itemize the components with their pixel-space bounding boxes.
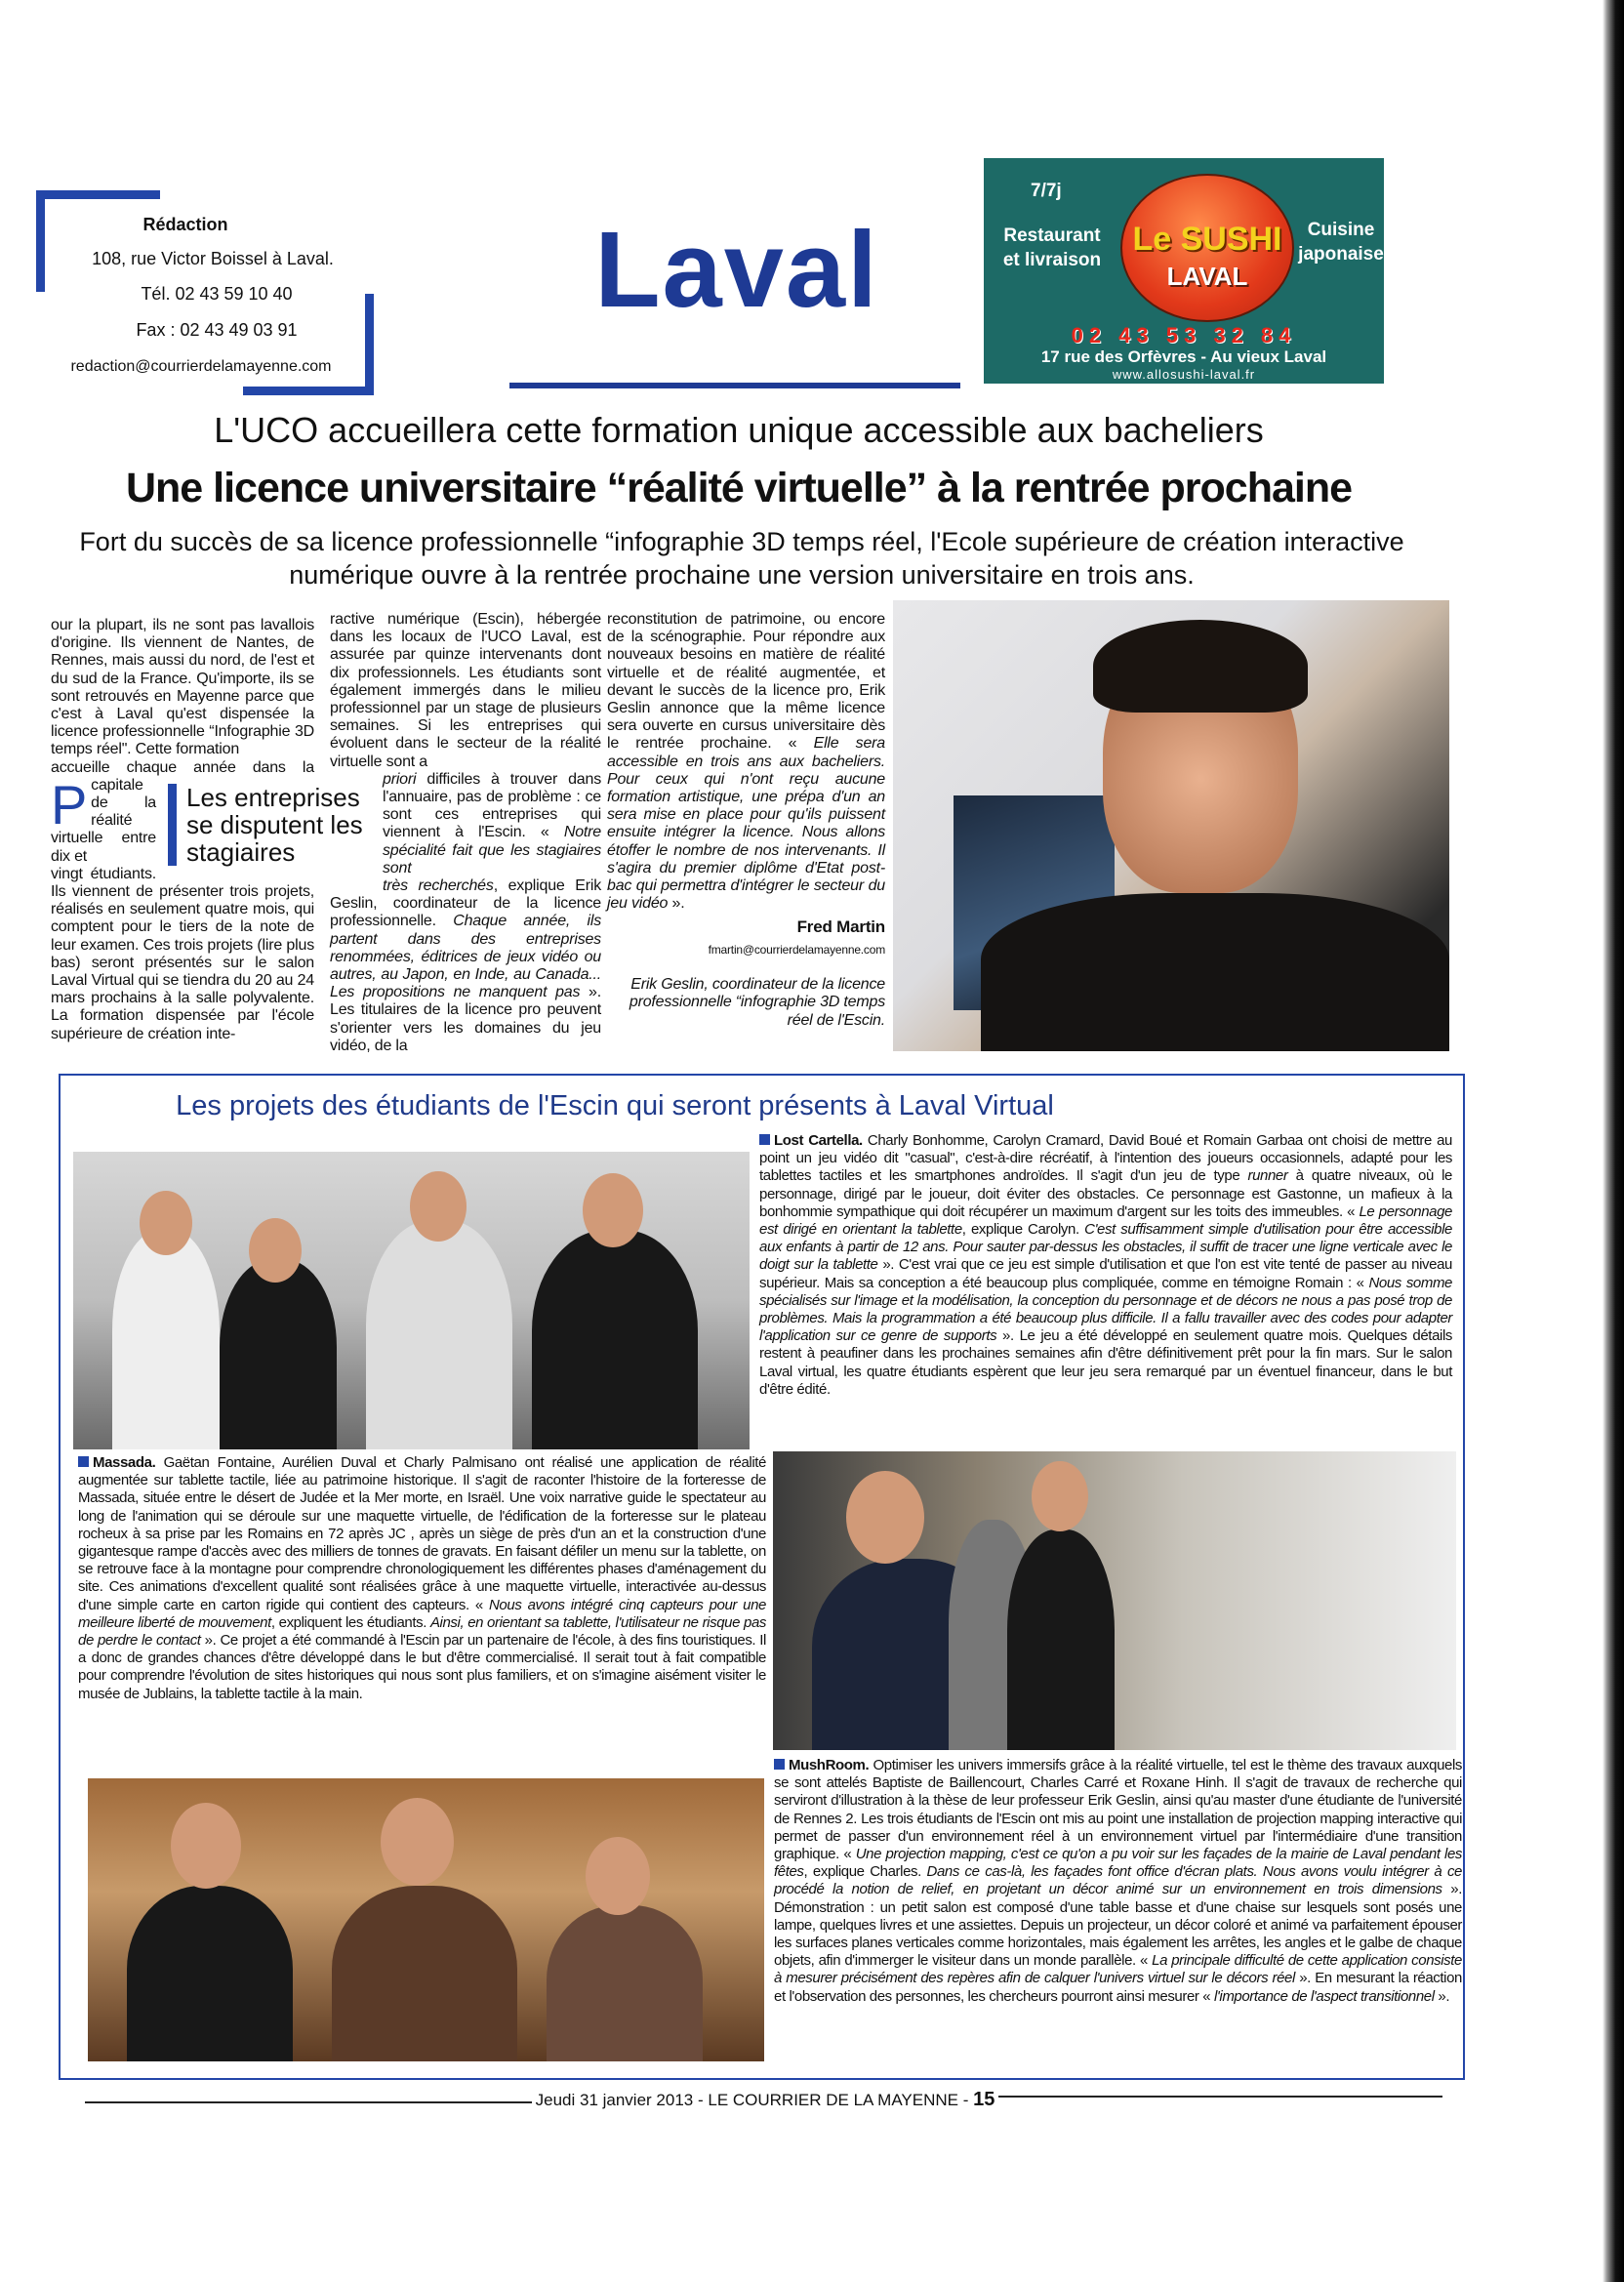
text-run: ». Les titulaires de la licence pro peuvent s'orienter vers les domaines du jeu vidéo, de la <box>330 984 601 1054</box>
project-lost-cartella <box>759 1132 1452 1399</box>
ad-website: www.allosushi-laval.fr <box>1112 367 1256 382</box>
projects-title: Les projets des étudiants de l'Escin qui seront présents à Laval Virtual <box>176 1090 1054 1121</box>
footer-rule-right <box>998 2096 1442 2098</box>
text-run: reconstitution de patrimoine, ou encore de la scénographie. Pour répondre aux nouveaux besoins en matière de réalité virtuelle et de réalité augmentée, et devant le succès de la licence pro, Erik Geslin annonce que la même licence sera ouverte en cursus universitaire dès le rentrée prochaine. « <box>607 611 885 753</box>
project-text <box>774 1757 1462 2005</box>
text-run: ». Le jeu a été développé en seulement quatre mois. Quelques détails restent à peaufiner dans les prochaines semaines afin d'être définitivement prêt pour la fin mars. Sur le salon Laval virtual, les quatre étudiants espèrent que leur jeu sera remarqué par un éventuel financeur, dans le but d'être édité. <box>759 1327 1452 1398</box>
project-mushroom <box>774 1757 1462 2006</box>
text-run: Une projection mapping, c'est ce qu'on a pu voir sur les façades de la mairie de Laval pendant les fêtes <box>774 1846 1462 1881</box>
sushi-advertisement <box>984 158 1384 384</box>
person <box>127 1886 293 2061</box>
article-kicker: L'UCO accueillera cette formation unique accessible aux bacheliers <box>214 410 1264 450</box>
page-number: 15 <box>973 2089 995 2110</box>
section-title: Laval <box>594 210 879 330</box>
footer-date: Jeudi 31 janvier 2013 <box>535 2091 694 2109</box>
text-run: ». En mesurant la réaction et l'observation des personnes, les chercheurs pourront ainsi mesurer « <box>774 1970 1462 2005</box>
text-run: très recherchés <box>383 877 494 895</box>
article-headline: Une licence universitaire “réalité virtuelle” à la rentrée prochaine <box>125 465 1352 511</box>
project-name: MushRoom. <box>789 1757 870 1773</box>
text-run: Nous avons intégré cinq capteurs pour une meilleure liberté de mouvement <box>78 1596 766 1631</box>
redaction-title: Rédaction <box>142 215 228 234</box>
text-run: Ainsi, en orientant sa tablette, l'utilisateur ne risque pas de perdre le contact <box>78 1613 766 1650</box>
project-text <box>759 1132 1452 1398</box>
article-column-2 <box>330 611 601 1055</box>
redaction-email: redaction@courrierdelamayenne.com <box>70 358 332 375</box>
section-title-rule <box>509 383 960 388</box>
project-name: Lost Cartella. <box>774 1132 863 1149</box>
text-run: Nous somme spécialisés sur l'image et la modélisation, la conception du personnage et de décors ne nous a pas posé trop de problèmes. Mais la programmation a été beaucoup plus difficile. Il a fallu travailler avec des codes pour adapter l'application sur ce genre de supports <box>759 1274 1452 1345</box>
text-run: La principale difficulté de cette application consiste à mesurer précisément des repères afin de calquer l'univers virtuel sur le décors réel <box>774 1952 1462 1987</box>
bullet-square <box>774 1759 785 1770</box>
person <box>547 1905 703 2061</box>
text-run: , explique Erik Geslin, coordinateur de la licence professionnelle. <box>330 877 601 930</box>
ad-logo-line2: LAVAL <box>1166 262 1248 291</box>
ad-phone: 02 43 53 32 84 <box>1071 323 1297 347</box>
corner-bracket <box>243 294 374 395</box>
pull-quote-spacer <box>330 777 383 878</box>
article-column-3 <box>607 611 885 1030</box>
text-run: accueille chaque année dans la capitale de la réalité virtuelle entre dix et <box>51 758 314 865</box>
footer-rule-left <box>85 2101 532 2103</box>
ad-address: 17 rue des Orfèvres - Au vieux Laval <box>1040 347 1327 366</box>
head <box>846 1471 924 1564</box>
head <box>171 1803 241 1889</box>
author-byline: Fred Martin <box>796 917 885 937</box>
photo-erik-geslin <box>893 600 1449 1051</box>
text-run: Optimiser les univers immersifs grâce à la réalité virtuelle, tel est le thème des travaux auxquels se sont attelés Baptiste de Baillencourt, Charles Carré et Roxane Hinh. Il s'agit de travaux de recherche qui serviront d'illustration à la thèse de leur professeur Erik Geslin, ainsi qu'au master d'une étudiante de l'université de Rennes 2. Les trois étudiants de l'Escin ont mis au point une installation de projection mapping interactive qui permet de passer d'un environnement réel à un environnement virtuel par l'intermédiaire d'une transition graphique. « <box>774 1757 1462 1863</box>
photo-caption: Erik Geslin, coordinateur de la licence professionnelle “infographie 3D temps réel de l'Escin. <box>629 975 885 1029</box>
text-run: , explique Carolyn. <box>961 1221 1085 1239</box>
text-run: Gaëtan Fontaine, Aurélien Duval et Charly Palmisano ont réalisé une application de réalité augmentée sur tablette tactile, liée au patrimoine historique. Il s'agit de raconter l'histoire de la forteresse de Massada, située entre le désert de Judée et la Mer morte, en Israël. Une voix narrative guide le spectateur au long de l'animation qui se déroule sur une maquette virtuelle, de l'édification de la forteresse sur le plateau rocheux à sa prise par les Romains en 72 après JC , après un siège de près d'un an et la construction d'une gigantesque rampe d'accès avec des milliers de tonnes de gravats. En faisant défiler un menu sur la tablette, on se retrouve face à la montagne pour comprendre chronologiquement les différentes phases d'aménagement du site. Ces animations d'excellent qualité sont réalisées grâce à une maquette virtuelle, interactivée au-dessus d'une simple carte en carton rigide qui contient des capteurs. « <box>78 1454 766 1613</box>
person <box>332 1886 517 2061</box>
jacket <box>981 893 1449 1051</box>
text-run: ractive numérique (Escin), hébergée dans les locaux de l'UCO Laval, est assurée par quinze intervenants dont dix professionnels. Les étudiants sont également immergés dans le milieu professionnel par un stage de plusieurs semaines. Si les entreprises qui évoluent dans le secteur de la réalité virtuelle sont a <box>330 611 601 770</box>
ad-left-text: Restaurant et livraison <box>1002 225 1102 270</box>
head <box>410 1171 467 1242</box>
bullet-square <box>759 1134 770 1145</box>
project-massada <box>78 1454 766 1703</box>
text-run: difficiles à trouver dans l'annuaire, pas de problème : ce sont ces entreprises qui viennent à l'Escin. « <box>383 770 601 841</box>
scan-edge-shadow <box>1603 0 1624 2282</box>
hair <box>1093 620 1308 713</box>
redaction-contact-box <box>36 190 374 395</box>
text-run: ». <box>668 895 685 913</box>
text-run: ». Ce projet a été commandé à l'Escin par un partenaire de l'école, à des fins touristiques. Il a donc de grandes chances d'être développé dans le but d'être commercialisé. Il serait tout à fait compatible pour comprendre l'évolution de sites historiques qui nous sont plus familiers, et on s'imagine aisément visiter le musée de Jublains, la tablette tactile à la main. <box>78 1632 766 1702</box>
text-run: , explique Charles. <box>803 1863 927 1881</box>
text-run: Chaque année, ils partent dans des entreprises renommées, éditrices de jeux vidéo ou autres, au Japon, en Inde, au Canada... Les propositions ne manquent pas <box>330 913 601 1001</box>
project-name: Massada. <box>93 1454 156 1471</box>
head <box>140 1191 192 1255</box>
text-run: runner <box>1247 1167 1288 1185</box>
footer-separator: - <box>958 2091 974 2109</box>
person <box>220 1259 337 1449</box>
ad-logo-circle <box>1120 174 1294 322</box>
project-text <box>78 1454 766 1702</box>
head <box>583 1173 643 1247</box>
ad-days: 7/7j <box>1031 181 1062 201</box>
photo-massada-demo <box>773 1451 1456 1750</box>
person <box>1007 1529 1115 1750</box>
text-run: C'est suffisamment simple d'utilisation pour être accessible aux enfants à partir de 12 ans. Pour sauter par-dessus les obstacles, il suffit de tracer une ligne verticale avec le doigt sur la tablette <box>759 1221 1452 1274</box>
article-lede: Fort du succès de sa licence professionnelle “infographie 3D temps réel, l'Ecole supérieure de création interactive numérique ouvre à la rentrée prochaine une version universitaire en trois ans. <box>79 527 1404 590</box>
paragraph <box>51 866 314 1043</box>
text-run: ». C'est vrai que ce jeu est simple d'utilisation et que l'on est vite tenté de passer au niveau supérieur. Mais sa conception a été beaucoup plus compliquée, comme en témoigne Romain : « <box>759 1256 1452 1291</box>
redaction-fax: Fax : 02 43 49 03 91 <box>136 320 298 340</box>
pull-quote: Les entreprises se disputent les stagiaires <box>168 784 382 866</box>
photo-lost-cartella-team <box>73 1152 750 1449</box>
author-email: fmartin@courrierdelamayenne.com <box>708 942 885 957</box>
text-run: ». Démonstration : un petit salon est composé d'une table basse et d'une chaise sur lesquels sont posés une lampe, quelques livres et une assiettes. Depuis un projecteur, un décor coloré et animé va parfaitement épouser les surfaces planes verticales comme horizontales, mais également les arrêtes, les angles et le galbe de chaque objets, afin d'immerger le visiteur dans un monde parallèle. « <box>774 1881 1463 1970</box>
text-run: vingt étudiants. Ils viennent de présenter trois projets, réalisés en seulement quatre mois, qui comptent pour le tiers de la note de leur examen. Ces trois projets (lire plus bas) seront présentés sur le salon Laval Virtual qui se tiendra du 20 au 24 mars prochains à la salle polyvalente. La formation dispensée par l'école supérieure de création inte- <box>51 865 314 1042</box>
text-run: Le personnage est dirigé en orientant la tablette <box>759 1202 1452 1239</box>
redaction-address: 108, rue Victor Boissel à Laval. <box>92 249 334 268</box>
head <box>1032 1461 1088 1531</box>
head <box>381 1798 454 1886</box>
footer-separator: - <box>693 2091 709 2109</box>
text-run: ». <box>1434 1987 1450 2005</box>
text-run: Elle sera accessible en trois ans aux bacheliers. Pour ceux qui n'ont reçu aucune formation artistique, une prépa d'un an sera mise en place pour qu'ils puissent ensuite intégrer la licence. Nous allons étoffer le nombre de nos intervenants. Il s'agira du premier diplôme d'Etat post-bac qui permettra d'intégrer le secteur du jeu vidéo <box>607 735 886 913</box>
person <box>112 1230 220 1449</box>
person <box>366 1220 512 1449</box>
paragraph <box>330 877 601 1055</box>
text-run: Dans ce cas-là, les façades font office d'écran plats. Nous avons voulu intégrer à ce procédé la notion de relief, en projetant un décor animé sur un environnement en trois dimensions <box>774 1863 1463 1898</box>
head <box>586 1837 650 1915</box>
ad-right-text: Cuisine japonaise <box>1298 220 1384 265</box>
head <box>249 1218 302 1283</box>
corner-bracket <box>36 190 160 292</box>
text-run: l'importance de l'aspect transitionnel <box>1213 1987 1435 2005</box>
footer-paper-name: LE COURRIER DE LA MAYENNE <box>708 2091 958 2109</box>
text-run: à quatre niveaux, où le personnage, dirigé par le joueur, doit éviter des obstacles. Ce personnage est Gastonne, un mafieux à la bonhommie sympathique qui doit récupérer un maximum d'argent sur les toits des immeubles. « <box>759 1167 1452 1220</box>
text-run: Notre spécialité fait que les stagiaires sont <box>383 824 601 876</box>
text-run: , expliquent les étudiants. <box>270 1613 430 1631</box>
text-run: Charly Bonhomme, Carolyn Cramard, David Boué et Romain Garbaa ont choisi de mettre au point un jeu vidéo dit "casual", c'est-à-dire récréatif, à l'intention des joueurs occasionnels, adapté pour les tablettes tactiles et les smartphones androïdes. Il s'agit d'un jeu de type <box>759 1132 1452 1185</box>
photo-mushroom-team <box>88 1778 764 2061</box>
person <box>532 1230 698 1449</box>
text-run: Pour la plupart, ils ne sont pas lavallois d'origine. Ils viennent de Nantes, de Rennes, mais aussi du nord, de l'est et du sud de la France. Qu'importe, ils se sont retrouvés en Mayenne parce que c'est à Laval qu'est dispensée la licence professionnelle “Infographie 3D temps réel". Cette formation <box>51 617 314 835</box>
bullet-square <box>78 1456 89 1467</box>
ad-logo-line1: Le SUSHI <box>1132 221 1282 258</box>
page-footer <box>532 2089 998 2111</box>
text-run: priori <box>383 770 417 788</box>
paragraph <box>607 611 885 913</box>
paragraph <box>330 611 601 771</box>
redaction-tel: Tél. 02 43 59 10 40 <box>141 284 293 304</box>
